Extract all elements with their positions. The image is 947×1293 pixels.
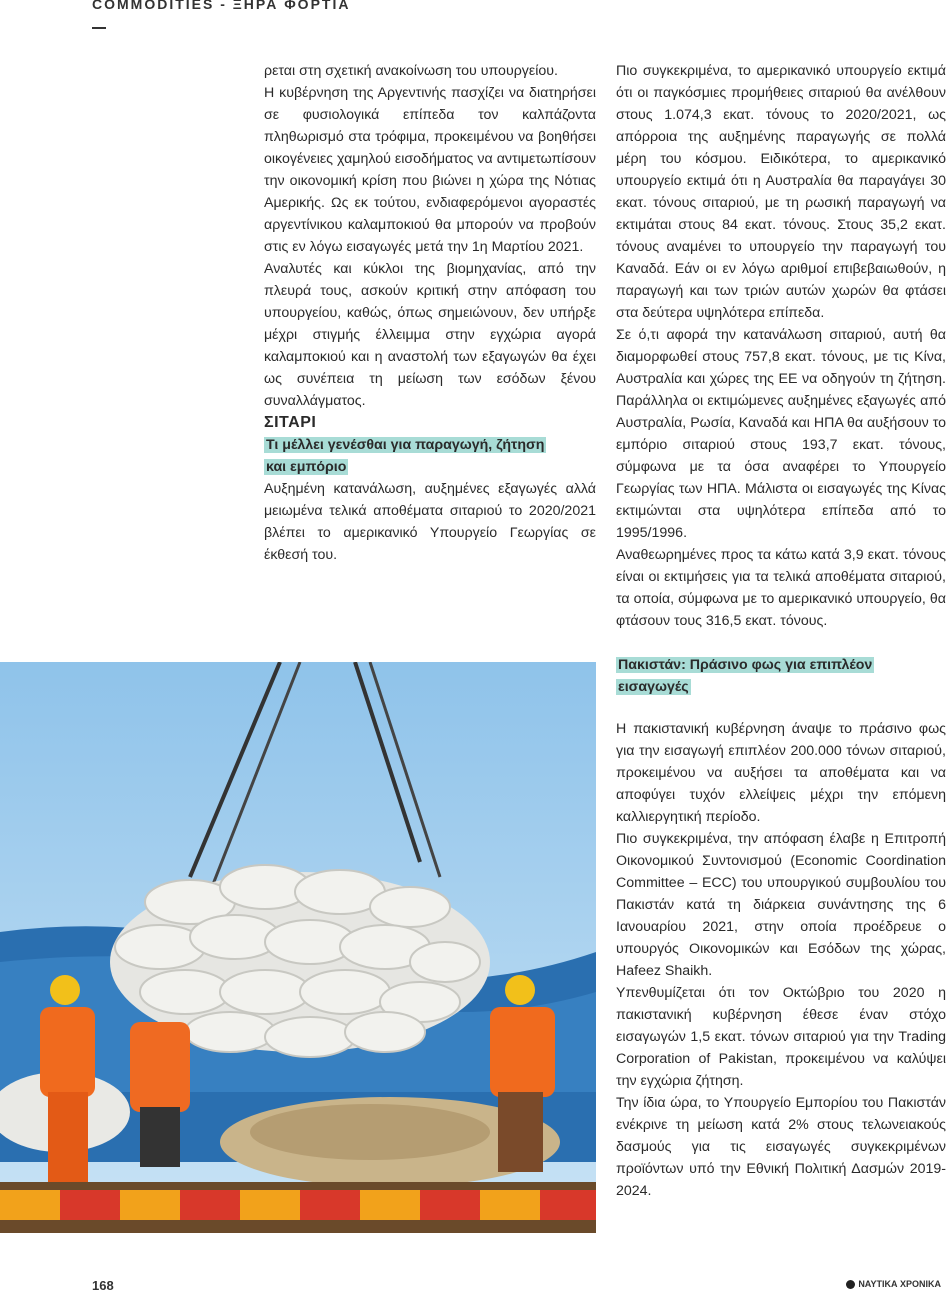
paragraph: Πιο συγκεκριμένα, την απόφαση έλαβε η Επιτροπή Οικονομικού Συντονισμού (Economic Coordination Committee – ECC) του υπουργικού συμβουλίου του Πακιστάν κατά τη διάρκεια συνάντησης της 6 Ιανουαρίου 2021, στην οποία προέδρευε ο υπουργός Οικονομικών και Εσόδων της χώρας, Hafeez Shaikh. (616, 831, 946, 979)
subheading-line: και εμπόριο (266, 459, 347, 475)
subheading-line: Τι μέλλει γενέσθαι για παραγωγή, ζήτηση (266, 437, 545, 453)
paragraph: Σε ό,τι αφορά την κατανάλωση σιταριού, αυτή θα διαμορφωθεί στους 757,8 εκατ. τόνους, με τις Κίνα, Αυστραλία και χώρες της ΕΕ να οδηγούν τη ζήτηση. Παράλληλα οι εκτιμώμενες αυξημένες εξαγωγές από Αυστραλία, Ρωσία, Καναδά και ΗΠΑ θα αυξήσουν το εμπόριο σιταριού στους 193,7 εκατ. τόνους, σύμφωνα με τα όσα αναφέρει το Υπουργείο Γεωργίας των ΗΠΑ. Μάλιστα οι εισαγωγές της Κίνας εκτιμώνται στα υψηλότερα επίπεδα από το 1995/1996. (616, 327, 946, 541)
subheading-line: εισαγωγές (618, 679, 689, 695)
paragraph: ρεται στη σχετική ανακοίνωση του υπουργείου. (264, 63, 558, 79)
paragraph: Την ίδια ώρα, το Υπουργείο Εμπορίου του Πακιστάν ενέκρινε τη μείωση κατά 2% στους τελωνειακούς δασμούς για τις εισαγωγές συγκεκριμένων προϊόντων υπό την Εθνική Πολιτική Δασμών 2019-2024. (616, 1095, 946, 1199)
subheading-line: Πακιστάν: Πράσινο φως για επιπλέον (618, 657, 873, 673)
paragraph: Πιο συγκεκριμένα, το αμερικανικό υπουργείο εκτιμά ότι οι παγκόσμιες προμήθειες σιταριού θα ανέλθουν στους 1.074,3 εκατ. τόνους το 2020/2021, ως απόρροια της αυξημένης παραγωγής σε πολλά μέρη του κόσμου. Ειδικότερα, το αμερικανικό υπουργείο εκτιμά ότι η Αυστραλία θα παραγάγει 30 εκατ. τόνους σιταριού, με τη ρωσική παραγωγή να εκτιμάται στους 84 εκατ. τόνους. Στους 35,2 εκατ. τόνους αναμένει το υπουργείο την παραγωγή του Καναδά. Εάν οι εν λόγω αριθμοί επιβεβαιωθούν, η παραγωγή και των τριών αυτών χωρών θα φτάσει στα δεύτερα υψηλότερα επίπεδα. (616, 63, 946, 321)
page-number: 168 (92, 1278, 114, 1293)
section-header: COMMODITIES - ΞΗΡΑ ΦΟΡΤΙΑ (92, 0, 351, 12)
brand-name: ΝΑΥΤΙΚΑ ΧΡΟΝΙΚΑ (858, 1279, 941, 1289)
paragraph: Υπενθυμίζεται ότι τον Οκτώβριο του 2020 η πακιστανική κυβέρνηση έθεσε έναν στόχο εισαγωγών 1,5 εκατ. τόνων σιταριού για την Trading Corporation of Pakistan, προκειμένου να καλύψει την εγχώρια ζήτηση. (616, 985, 946, 1089)
publication-brand (846, 1279, 941, 1289)
paragraph: Η πακιστανική κυβέρνηση άναψε το πράσινο φως για την εισαγωγή επιπλέον 200.000 τόνων σιταριού, προκειμένου να αυξήσει τα αποθέματα και να αποφύγει τυχόν ελλείψεις μέχρι την επόμενη καλλιεργητική περίοδο. (616, 721, 946, 825)
section-title: ΣΙΤΑΡΙ (264, 414, 317, 431)
right-text-column (616, 60, 946, 1202)
paragraph: Αναλυτές και κύκλοι της βιομηχανίας, από την πλευρά τους, ασκούν κριτική στην απόφαση του υπουργείου, καθώς, όπως σημειώνουν, δεν υπήρξε μέχρι στιγμής έλλειμμα στην εγχώρια αγορά καλαμποκιού και η αναστολή των εξαγωγών θα έχει ως συνέπεια τη μείωση των εσόδων ξένου συναλλάγματος. (264, 261, 596, 409)
header-rule (92, 27, 106, 29)
subheading (264, 434, 596, 478)
paragraph: Αυξημένη κατανάλωση, αυξημένες εξαγωγές αλλά μειωμένα τελικά αποθέματα σιταριού το 2020/2021 βλέπει το αμερικανικό Υπουργείο Γεωργίας σε έκθεσή του. (264, 481, 596, 563)
paragraph: Αναθεωρημένες προς τα κάτω κατά 3,9 εκατ. τόνους είναι οι εκτιμήσεις για τα τελικά αποθέματα σιταριού, τα οποία, σύμφωνα με το αμερικανικό υπουργείο, θα φτάσουν τους 316,5 εκατ. τόνους. (616, 547, 946, 629)
left-text-column (264, 60, 596, 566)
paragraph: Η κυβέρνηση της Αργεντινής πασχίζει να διατηρήσει σε φυσιολογικά επίπεδα τον καλπάζοντα πληθωρισμό στα τρόφιμα, προκειμένου να βοηθήσει οικογένειες χαμηλού εισοδήματος να αντιμετωπίσουν την οικονομική κρίση που βιώνει η χώρα της Νότιας Αμερικής. Ως εκ τούτου, ενδιαφερόμενοι αγοραστές αργεντίνικου καλαμποκιού θα μπορούν να προβούν στις εν λόγω εισαγωγές μετά την 1η Μαρτίου 2021. (264, 85, 596, 255)
brand-logo-icon (846, 1280, 855, 1289)
cargo-photo (0, 662, 596, 1233)
subheading (616, 654, 946, 698)
